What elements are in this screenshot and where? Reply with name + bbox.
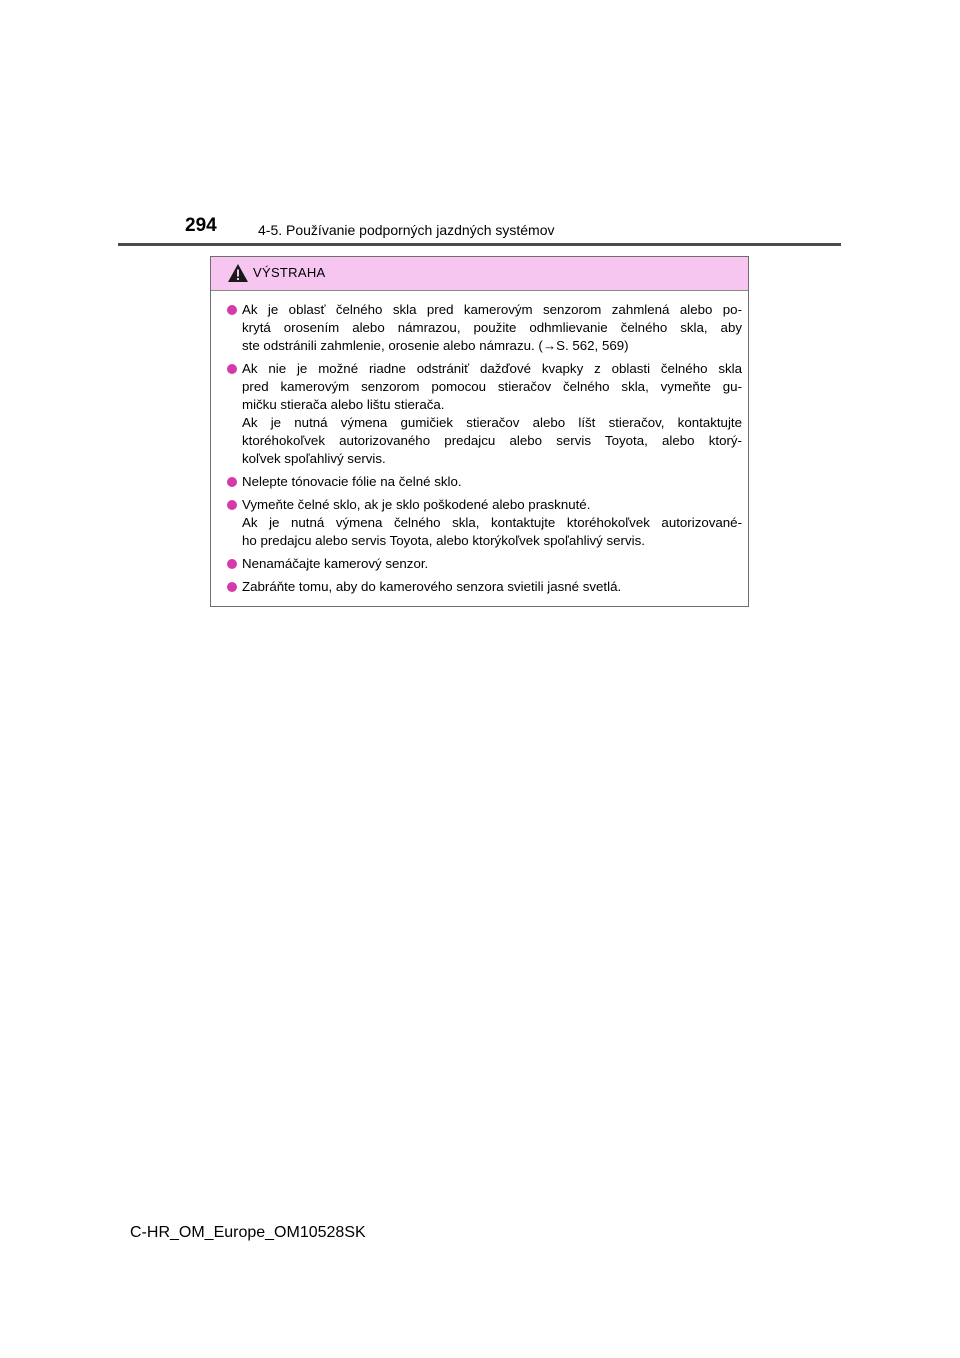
warning-item [227,578,742,596]
item-line: krytá orosením alebo námrazou, použite odhmlievanie čelného skla, aby [242,320,742,335]
warning-title: VÝSTRAHA [253,265,326,280]
footer-doc-id: C-HR_OM_Europe_OM10528SK [130,1224,366,1241]
item-line: ste odstránili zahmlenie, orosenie alebo námrazu. (→S. 562, 569) [242,338,629,353]
item-line: koľvek spoľahlivý servis. [242,451,386,466]
warning-box [210,256,749,607]
item-line: mičku stierača alebo lištu stierača. [242,397,445,412]
bullet-dot-icon [227,477,237,487]
item-line: Ak je nutná výmena čelného skla, kontaktujte ktoréhokoľvek autorizované- [242,515,742,530]
item-line: Nelepte tónovacie fólie na čelné sklo. [242,474,462,489]
bullet-dot-icon [227,559,237,569]
item-line: Ak je nutná výmena gumičiek stieračov alebo líšt stieračov, kontaktujte [242,415,742,430]
page-number: 294 [185,215,217,236]
section-title: 4-5. Používanie podporných jazdných systémov [258,222,555,238]
warning-item [227,496,742,550]
bullet-dot-icon [227,305,237,315]
warning-items [227,301,742,601]
item-line: Vymeňte čelné sklo, ak je sklo poškodené alebo prasknuté. [242,497,591,512]
bullet-dot-icon [227,364,237,374]
item-line: ktoréhokoľvek autorizovaného predajcu alebo servis Toyota, alebo ktorý- [242,433,742,448]
bullet-dot-icon [227,582,237,592]
warning-item [227,555,742,573]
item-line: pred kamerovým senzorom pomocou stieračov čelného skla, vymeňte gu- [242,379,742,394]
warning-item [227,360,742,468]
bullet-dot-icon [227,500,237,510]
item-line: Ak nie je možné riadne odstrániť dažďové kvapky z oblasti čelného skla [242,361,742,376]
warning-header [211,257,748,291]
item-line: ho predajcu alebo servis Toyota, alebo ktorýkoľvek spoľahlivý servis. [242,533,645,548]
warning-triangle-icon [228,264,248,282]
header-rule [118,243,841,246]
item-line: Zabráňte tomu, aby do kamerového senzora svietili jasné svetlá. [242,579,622,594]
warning-item [227,473,742,491]
item-line: Nenamáčajte kamerový senzor. [242,556,429,571]
warning-item [227,301,742,355]
item-line: Ak je oblasť čelného skla pred kamerovým senzorom zahmlená alebo po- [242,302,742,317]
